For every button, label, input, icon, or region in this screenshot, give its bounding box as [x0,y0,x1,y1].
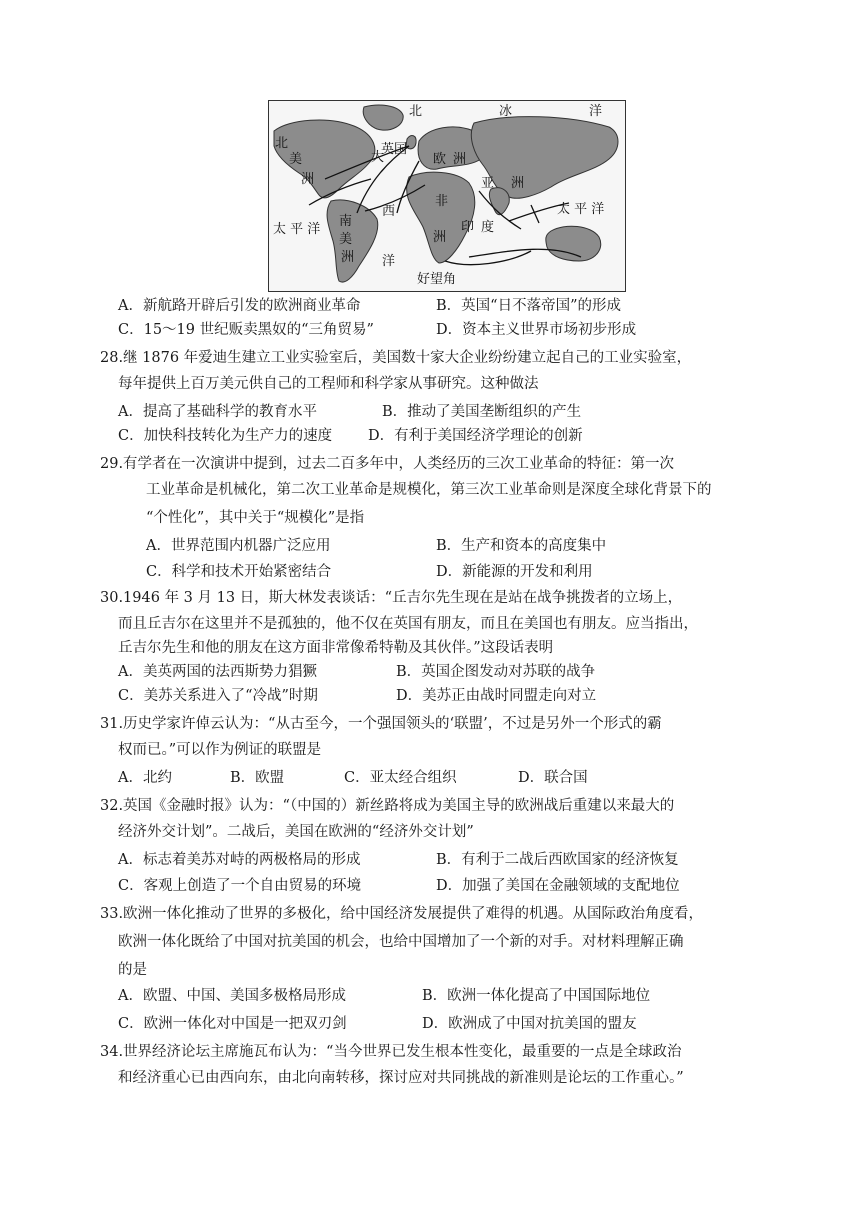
question-line: 欧洲一体化既给了中国对抗美国的机会，也给中国增加了一个新的对手。对材料理解正确 [118,934,684,950]
option-line: C．15～19 世纪贩卖黑奴的“三角贸易” [118,322,374,338]
question-line: 的是 [118,962,147,978]
option-line: B．英国“日不落帝国”的形成 [436,298,621,314]
option-line: D．新能源的开发和利用 [436,564,593,580]
map-label-pacific-east: 太 平 洋 [557,202,605,217]
map-label-europe-2: 洲 [453,152,467,167]
world-map-svg [269,101,625,291]
question-line: 丘吉尔先生和他的朋友在这方面非常像希特勒及其伙伴。”这段话表明 [118,640,554,656]
question-line: 经济外交计划”。二战后，美国在欧洲的“经济外交计划” [118,824,474,840]
question-line: “个性化”，其中关于“规模化”是指 [146,510,365,526]
option-line: D．美苏正由战时同盟走向对立 [396,688,597,704]
option-line: C．客观上创造了一个自由贸易的环境 [118,878,362,894]
map-label-pacific-west: 太 平 洋 [273,222,321,237]
option-line: A．新航路开辟后引发的欧洲商业革命 [118,298,361,314]
option-line: D．有利于美国经济学理论的创新 [368,428,583,444]
option-line: C．欧洲一体化对中国是一把双刃剑 [118,1016,347,1032]
map-label-africa-1: 非 [435,194,449,209]
map-label-south-america-1: 南 [339,214,353,229]
option-line: D．资本主义世界市场初步形成 [436,322,637,338]
map-label-india-1: 印 [461,220,475,235]
question-line: 34.世界经济论坛主席施瓦布认为：“当今世界已发生根本性变化，最重要的一点是全球政治 [100,1044,682,1060]
option-line: A．标志着美苏对峙的两极格局的形成 [118,852,361,868]
map-label-south-america-3: 洲 [341,250,355,265]
question-line: 工业革命是机械化，第二次工业革命是规模化，第三次工业革命则是深度全球化背景下的 [146,482,712,498]
map-label-india-2: 度 [481,220,495,235]
map-label-africa-2: 洲 [433,230,447,245]
option-line: C．美苏关系进入了“冷战”时期 [118,688,318,704]
map-label-north-ocean-3: 洋 [589,104,603,119]
option-line: B．生产和资本的高度集中 [436,538,607,554]
map-label-north-ocean-1: 北 [409,104,423,119]
question-line: 32.英国《金融时报》认为：“（中国的）新丝路将成为美国主导的欧洲战后重建以来最大的 [100,798,675,814]
map-label-europe-1: 欧 [433,152,447,167]
question-line: 和经济重心已由西向东，由北向南转移，探讨应对共同挑战的新准则是论坛的工作重心。” [118,1070,684,1086]
option-line: C．亚太经合组织 [344,770,457,786]
world-map-figure [268,100,626,292]
option-line: A．世界范围内机器广泛应用 [146,538,331,554]
option-line: D．联合国 [518,770,588,786]
question-line: 30.1946 年 3 月 13 日，斯大林发表谈话：“丘吉尔先生现在是站在战争挑拨者的立场上， [100,590,683,606]
option-line: A．提高了基础科学的教育水平 [118,404,317,420]
map-label-north-america-3: 洲 [301,172,315,187]
option-line: B．有利于二战后西欧国家的经济恢复 [436,852,679,868]
map-label-north-america-1: 北 [275,136,289,151]
map-label-atlantic-1: 大 [371,150,385,165]
question-line: 每年提供上百万美元供自己的工程师和科学家从事研究。这种做法 [118,376,539,392]
map-label-cape: 好望角 [417,272,457,287]
option-line: A．欧盟、中国、美国多极格局形成 [118,988,346,1004]
option-line: B．推动了美国垄断组织的产生 [382,404,582,420]
option-line: A．北约 [118,770,172,786]
option-line: B．欧洲一体化提高了中国国际地位 [422,988,651,1004]
map-label-asia-1: 亚 [481,176,495,191]
map-label-atlantic-2: 西 [382,204,396,219]
map-label-britain: 英国 [381,142,408,157]
question-line: 33.欧洲一体化推动了世界的多极化，给中国经济发展提供了难得的机遇。从国际政治角度看， [100,906,704,922]
question-line: 而且丘吉尔在这里并不是孤独的，他不仅在英国有朋友，而且在美国也有朋友。应当指出， [118,616,698,632]
option-line: D．欧洲成了中国对抗美国的盟友 [422,1016,637,1032]
question-line: 31.历史学家许倬云认为：“从古至今，一个强国领头的‘联盟’，不过是另外一个形式的霸 [100,716,662,732]
option-line: B．欧盟 [230,770,285,786]
option-line: A．美英两国的法西斯势力猖獗 [118,664,317,680]
question-line: 权而已。”可以作为例证的联盟是 [118,742,322,758]
map-label-north-america-2: 美 [289,152,303,167]
map-label-north-ocean-2: 冰 [499,104,513,119]
question-line: 29.有学者在一次演讲中提到，过去二百多年中，人类经历的三次工业革命的特征：第一次 [100,456,675,472]
option-line: C．科学和技术开始紧密结合 [146,564,332,580]
option-line: C．加快科技转化为生产力的速度 [118,428,333,444]
map-label-atlantic-3: 洋 [382,254,396,269]
map-label-asia-2: 洲 [511,176,525,191]
option-line: B．英国企图发动对苏联的战争 [396,664,596,680]
question-line: 28.继 1876 年爱迪生建立工业实验室后，美国数十家大企业纷纷建立起自己的工业实验室， [100,350,692,366]
option-line: D．加强了美国在金融领域的支配地位 [436,878,680,894]
map-label-south-america-2: 美 [339,232,353,247]
